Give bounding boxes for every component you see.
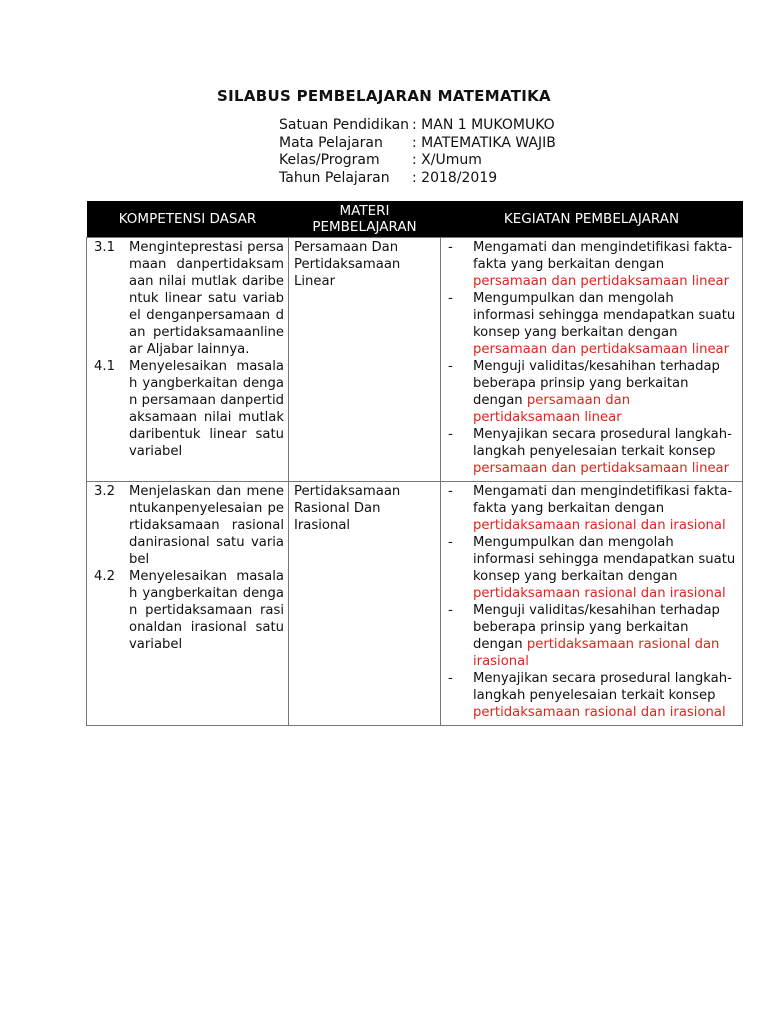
- activity-text: Mengumpulkan dan mengolah informasi sehingga mendapatkan suatu konsep yang berkaitan dengan: [473, 291, 736, 340]
- activity-highlight: pertidaksamaan rasional dan irasional: [473, 705, 726, 720]
- kd-number: 3.1: [94, 240, 115, 255]
- header-kegiatan: KEGIATAN PEMBELAJARAN: [441, 201, 743, 238]
- meta-value: : MATEMATIKA WAJIB: [412, 134, 556, 151]
- kd-text: Menyelesaikan masalah yangberkaitan dengan persamaan danpertidaksamaan nilai mutlak daribentuk linear satu variabel: [129, 359, 284, 459]
- kd-number: 4.1: [94, 359, 115, 374]
- meta-row-satuan: [279, 117, 556, 135]
- list-item: [445, 534, 738, 602]
- kd-number: 4.2: [94, 569, 115, 584]
- kd-text: Menginteprestasi persamaan danpertidaksamaan nilai mutlak daribentuk linear satu variabel denganpersamaan dan pertidaksamaanlinear Aljabar lainnya.: [129, 240, 284, 357]
- list-item: [445, 483, 738, 534]
- meta-label: Satuan Pendidikan: [279, 117, 410, 133]
- activity-text: Menyajikan secara prosedural langkah-langkah penyelesaian terkait konsep: [473, 671, 732, 703]
- meta-row-kelas: [279, 152, 556, 170]
- bullet-dash: -: [448, 484, 453, 499]
- meta-row-mapel: [279, 135, 556, 153]
- activity-text: Mengamati dan mengindetifikasi fakta-fakta yang berkaitan dengan: [473, 484, 733, 516]
- meta-label: Tahun Pelajaran: [279, 169, 390, 186]
- kd-cell: [87, 238, 289, 482]
- kd-item: [91, 483, 284, 568]
- table-row: [87, 482, 743, 726]
- meta-row-tahun: [279, 170, 556, 188]
- meta-value: : MAN 1 MUKOMUKO: [412, 117, 555, 133]
- list-item: [445, 290, 738, 358]
- activity-highlight: persamaan dan pertidaksamaan linear: [473, 393, 631, 425]
- meta-value: : 2018/2019: [412, 169, 498, 186]
- bullet-dash: -: [448, 359, 453, 374]
- list-item: [445, 426, 738, 477]
- bullet-dash: -: [448, 240, 453, 255]
- activity-highlight: persamaan dan pertidaksamaan linear: [473, 274, 730, 289]
- syllabus-meta: [279, 117, 556, 187]
- list-item: [445, 670, 738, 721]
- list-item: [445, 239, 738, 290]
- meta-label: Mata Pelajaran: [279, 134, 383, 151]
- bullet-dash: -: [448, 603, 453, 618]
- materi-text: Persamaan Dan Pertidaksamaan Linear: [294, 240, 401, 289]
- activity-highlight: pertidaksamaan rasional dan irasional: [473, 586, 726, 601]
- list-item: [445, 358, 738, 426]
- kegiatan-cell: [441, 238, 743, 482]
- meta-label: Kelas/Program: [279, 152, 380, 168]
- list-item: [445, 602, 738, 670]
- document-title: SILABUS PEMBELAJARAN MATEMATIKA: [217, 87, 551, 105]
- activity-highlight: pertidaksamaan rasional dan irasional: [473, 518, 726, 533]
- activity-text: Menguji validitas/kesahihan terhadap beberapa prinsip yang berkaitan dengan: [473, 359, 720, 408]
- bullet-dash: -: [448, 427, 453, 442]
- table-header-row: [87, 201, 743, 238]
- meta-value: : X/Umum: [412, 152, 482, 168]
- activity-text: Mengamati dan mengindetifikasi fakta-fakta yang berkaitan dengan: [473, 240, 733, 272]
- kd-item: [91, 239, 284, 358]
- materi-text: Pertidaksamaan Rasional Dan Irasional: [294, 484, 401, 533]
- materi-cell: [289, 238, 441, 482]
- header-materi: MATERI PEMBELAJARAN: [289, 201, 441, 238]
- header-kompetensi-dasar: KOMPETENSI DASAR: [87, 201, 289, 238]
- activity-highlight: persamaan dan pertidaksamaan linear: [473, 461, 730, 476]
- materi-cell: [289, 482, 441, 726]
- kd-text: Menyelesaikan masalah yangberkaitan dengan pertidaksamaan rasionaldan irasional satu variabel: [129, 569, 284, 652]
- activity-text: Menyajikan secara prosedural langkah-langkah penyelesaian terkait konsep: [473, 427, 732, 459]
- bullet-dash: -: [448, 671, 453, 686]
- kegiatan-cell: [441, 482, 743, 726]
- kd-item: [91, 358, 284, 460]
- bullet-dash: -: [448, 535, 453, 550]
- kd-cell: [87, 482, 289, 726]
- syllabus-table: [86, 201, 743, 726]
- activity-text: Mengumpulkan dan mengolah informasi sehingga mendapatkan suatu konsep yang berkaitan dengan: [473, 535, 736, 584]
- activity-highlight: persamaan dan pertidaksamaan linear: [473, 342, 730, 357]
- activity-highlight: pertidaksamaan rasional dan irasional: [473, 637, 720, 669]
- bullet-dash: -: [448, 291, 453, 306]
- kd-item: [91, 568, 284, 653]
- kd-number: 3.2: [94, 484, 115, 499]
- table-row: [87, 238, 743, 482]
- activity-text: Menguji validitas/kesahihan terhadap beberapa prinsip yang berkaitan dengan: [473, 603, 720, 652]
- kd-text: Menjelaskan dan menentukanpenyelesaian pertidaksamaan rasional danirasional satu variabel: [129, 484, 284, 567]
